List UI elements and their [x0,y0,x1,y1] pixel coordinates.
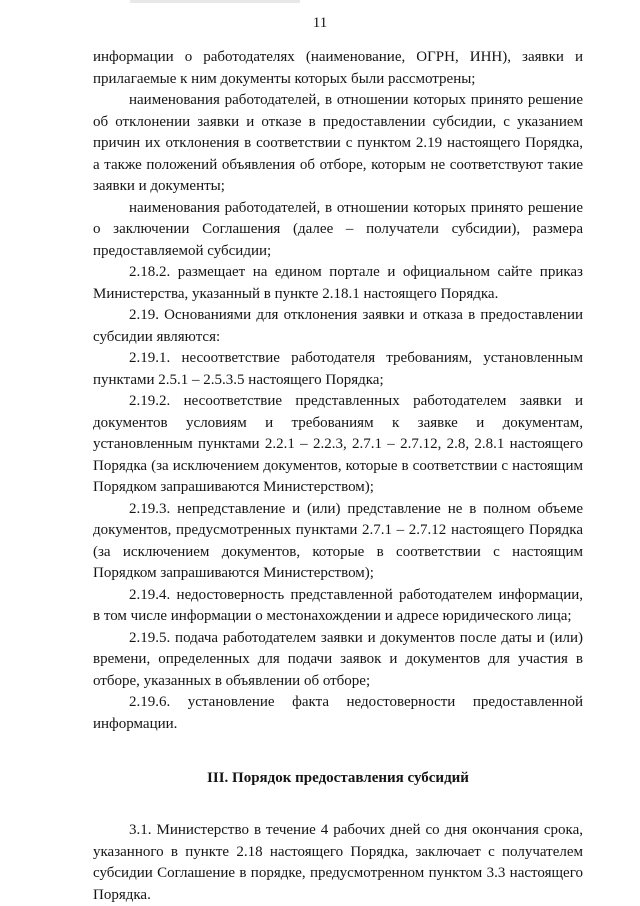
section-heading: III. Порядок предоставления субсидий [207,770,469,786]
paragraph: 2.18.2. размещает на едином портале и официальном сайте приказ Министерства, указанный в пункте 2.18.1 настоящего Порядка. [93,264,583,302]
paragraph: 3.1. Министерство в течение 4 рабочих дней со дня окончания срока, указанного в пункте 2.18 настоящего Порядка, заключает с получателем субсидии Соглашение в порядке, предусмотренном пунктом 3.3 настоящего Порядка. [93,822,583,903]
paragraph: 2.19.5. подача работодателем заявки и документов после даты и (или) времени, определенных для подачи заявок и документов для участия в отборе, указанных в объявлении об отборе; [93,629,583,689]
paragraph: информации о работодателях (наименование, ОГРН, ИНН), заявки и прилагаемые к ним документы которых были рассмотрены; [93,49,583,87]
paragraph: 2.19.1. несоответствие работодателя требованиям, установленным пунктами 2.5.1 – 2.5.3.5 настоящего Порядка; [93,350,583,388]
paragraph: 2.19. Основаниями для отклонения заявки и отказа в предоставлении субсидии являются: [93,307,583,345]
paragraph: наименования работодателей, в отношении которых принято решение об отклонении заявки и отказе в предоставлении субсидии, с указанием причин их отклонения в соответствии с пунктом 2.19 настоящего Порядка, а также положений объявления об отборе, которым не соответствуют такие заявки и документы; [93,92,583,194]
paragraph: 2.19.2. несоответствие представленных работодателем заявки и документов условиям и требованиям к заявке и документам, установленным пунктами 2.2.1 – 2.2.3, 2.7.1 – 2.7.12, 2.8, 2.8.1 настоящего Порядка (за исключением документов, которые в соответствии с настоящим Порядком запрашиваются Министерством); [93,393,583,495]
paragraph: 2.19.3. непредставление и (или) представление не в полном объеме документов, предусмотренных пунктами 2.7.1 – 2.7.12 настоящего Порядка (за исключением документов, которые в соответствии с настоящим Порядком запрашиваются Министерством); [93,500,583,581]
scan-artifact [130,0,300,3]
paragraph: 2.19.6. установление факта недостоверности предоставленной информации. [93,694,583,732]
page-number: 11 [312,15,328,31]
paragraph: 2.19.4. недостоверность представленной работодателем информации, в том числе информации о местонахождении и адресе юридического лица; [93,586,583,624]
document-body [93,47,583,906]
paragraph: наименования работодателей, в отношении которых принято решение о заключении Соглашения (далее – получатели субсидии), размера предоставляемой субсидии; [93,199,583,259]
